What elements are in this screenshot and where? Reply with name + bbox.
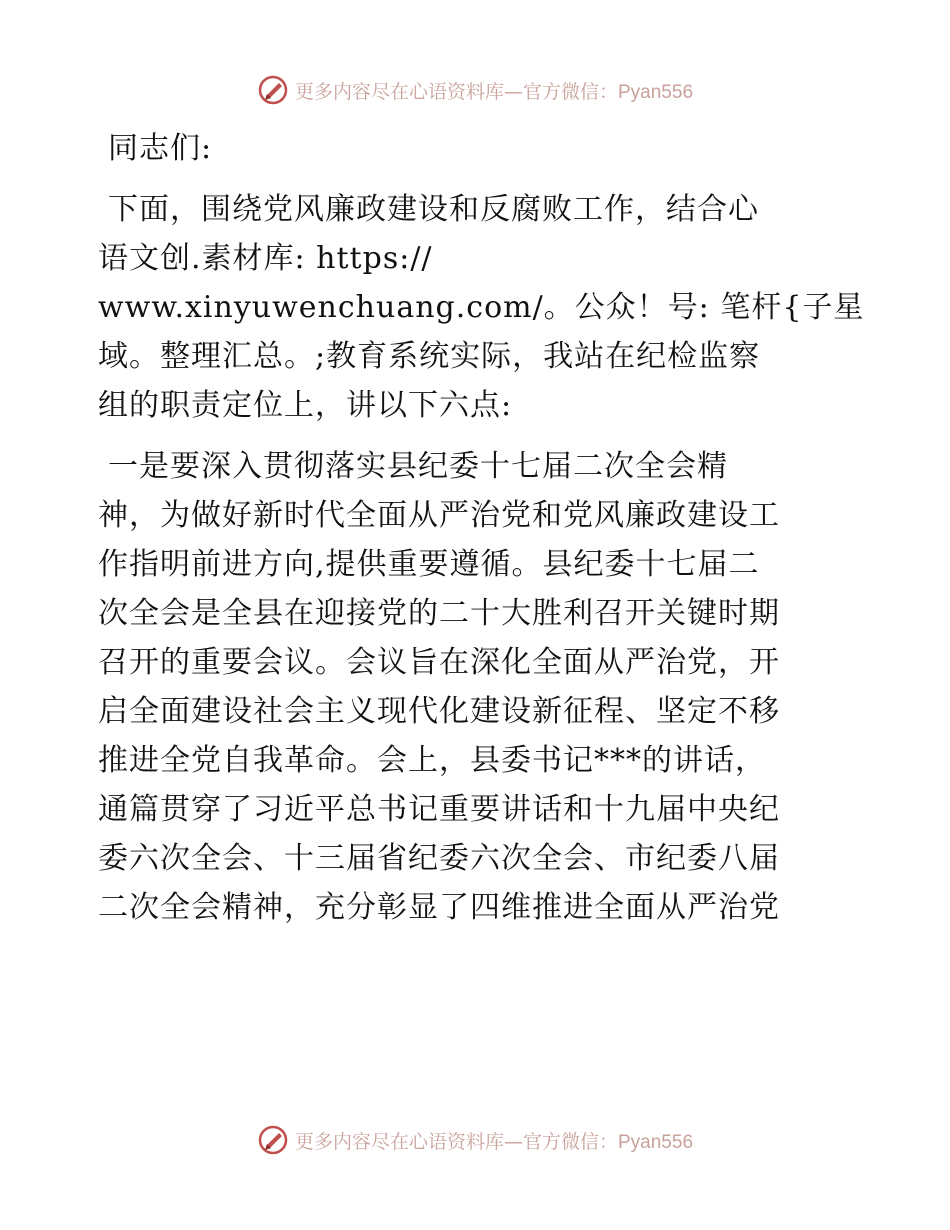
wechat-id: Pyan556 (618, 1131, 694, 1153)
banner-text: 更多内容尽在心语资料库—官方微信：Pyan556 (294, 80, 694, 103)
text-line: 神，为做好新时代全面从严治党和党风廉政建设工 (98, 498, 780, 533)
paragraph-point-one (98, 442, 858, 932)
document-body (98, 124, 865, 932)
text-line: 委六次全会、十三届省纪委六次全会、市纪委八届 (98, 841, 780, 876)
text-line: 下面，围绕党风廉政建设和反腐败工作，结合心 (108, 192, 759, 227)
text-line: 作指明前进方向,提供重要遵循。县纪委十七届二 (98, 547, 760, 582)
pen-logo-icon (257, 74, 289, 106)
footer-banner (0, 1120, 950, 1160)
text-line: 推进全党自我革命。会上，县委书记***的讲话， (98, 743, 766, 778)
text-line: www.xinyuwenchuang.com/。公众！号: 笔杆{子星 (98, 290, 865, 325)
wechat-id: Pyan556 (618, 81, 694, 103)
text-line: 召开的重要会议。会议旨在深化全面从严治党，开 (98, 645, 780, 680)
text-line: 通篇贯穿了习近平总书记重要讲话和十九届中央纪 (98, 792, 780, 827)
text-line: 组的职责定位上，讲以下六点: (98, 388, 513, 423)
text-line: 一是要深入贯彻落实县纪委十七届二次全会精 (108, 449, 728, 484)
text-line: 次全会是全县在迎接党的二十大胜利召开关键时期 (98, 596, 780, 631)
greeting: 同志们: (108, 131, 213, 166)
text-line: 二次全会精神，充分彰显了四维推进全面从严治党 (98, 890, 780, 925)
pen-logo-icon (257, 1124, 289, 1156)
banner-text: 更多内容尽在心语资料库—官方微信：Pyan556 (294, 1130, 694, 1153)
paragraph-intro (98, 185, 865, 430)
header-banner (0, 70, 950, 110)
text-line: 语文创.素材库: https:// (98, 241, 433, 276)
text-line: 域。整理汇总。;教育系统实际，我站在纪检监察 (98, 339, 761, 374)
text-line: 启全面建设社会主义现代化建设新征程、坚定不移 (98, 694, 780, 729)
